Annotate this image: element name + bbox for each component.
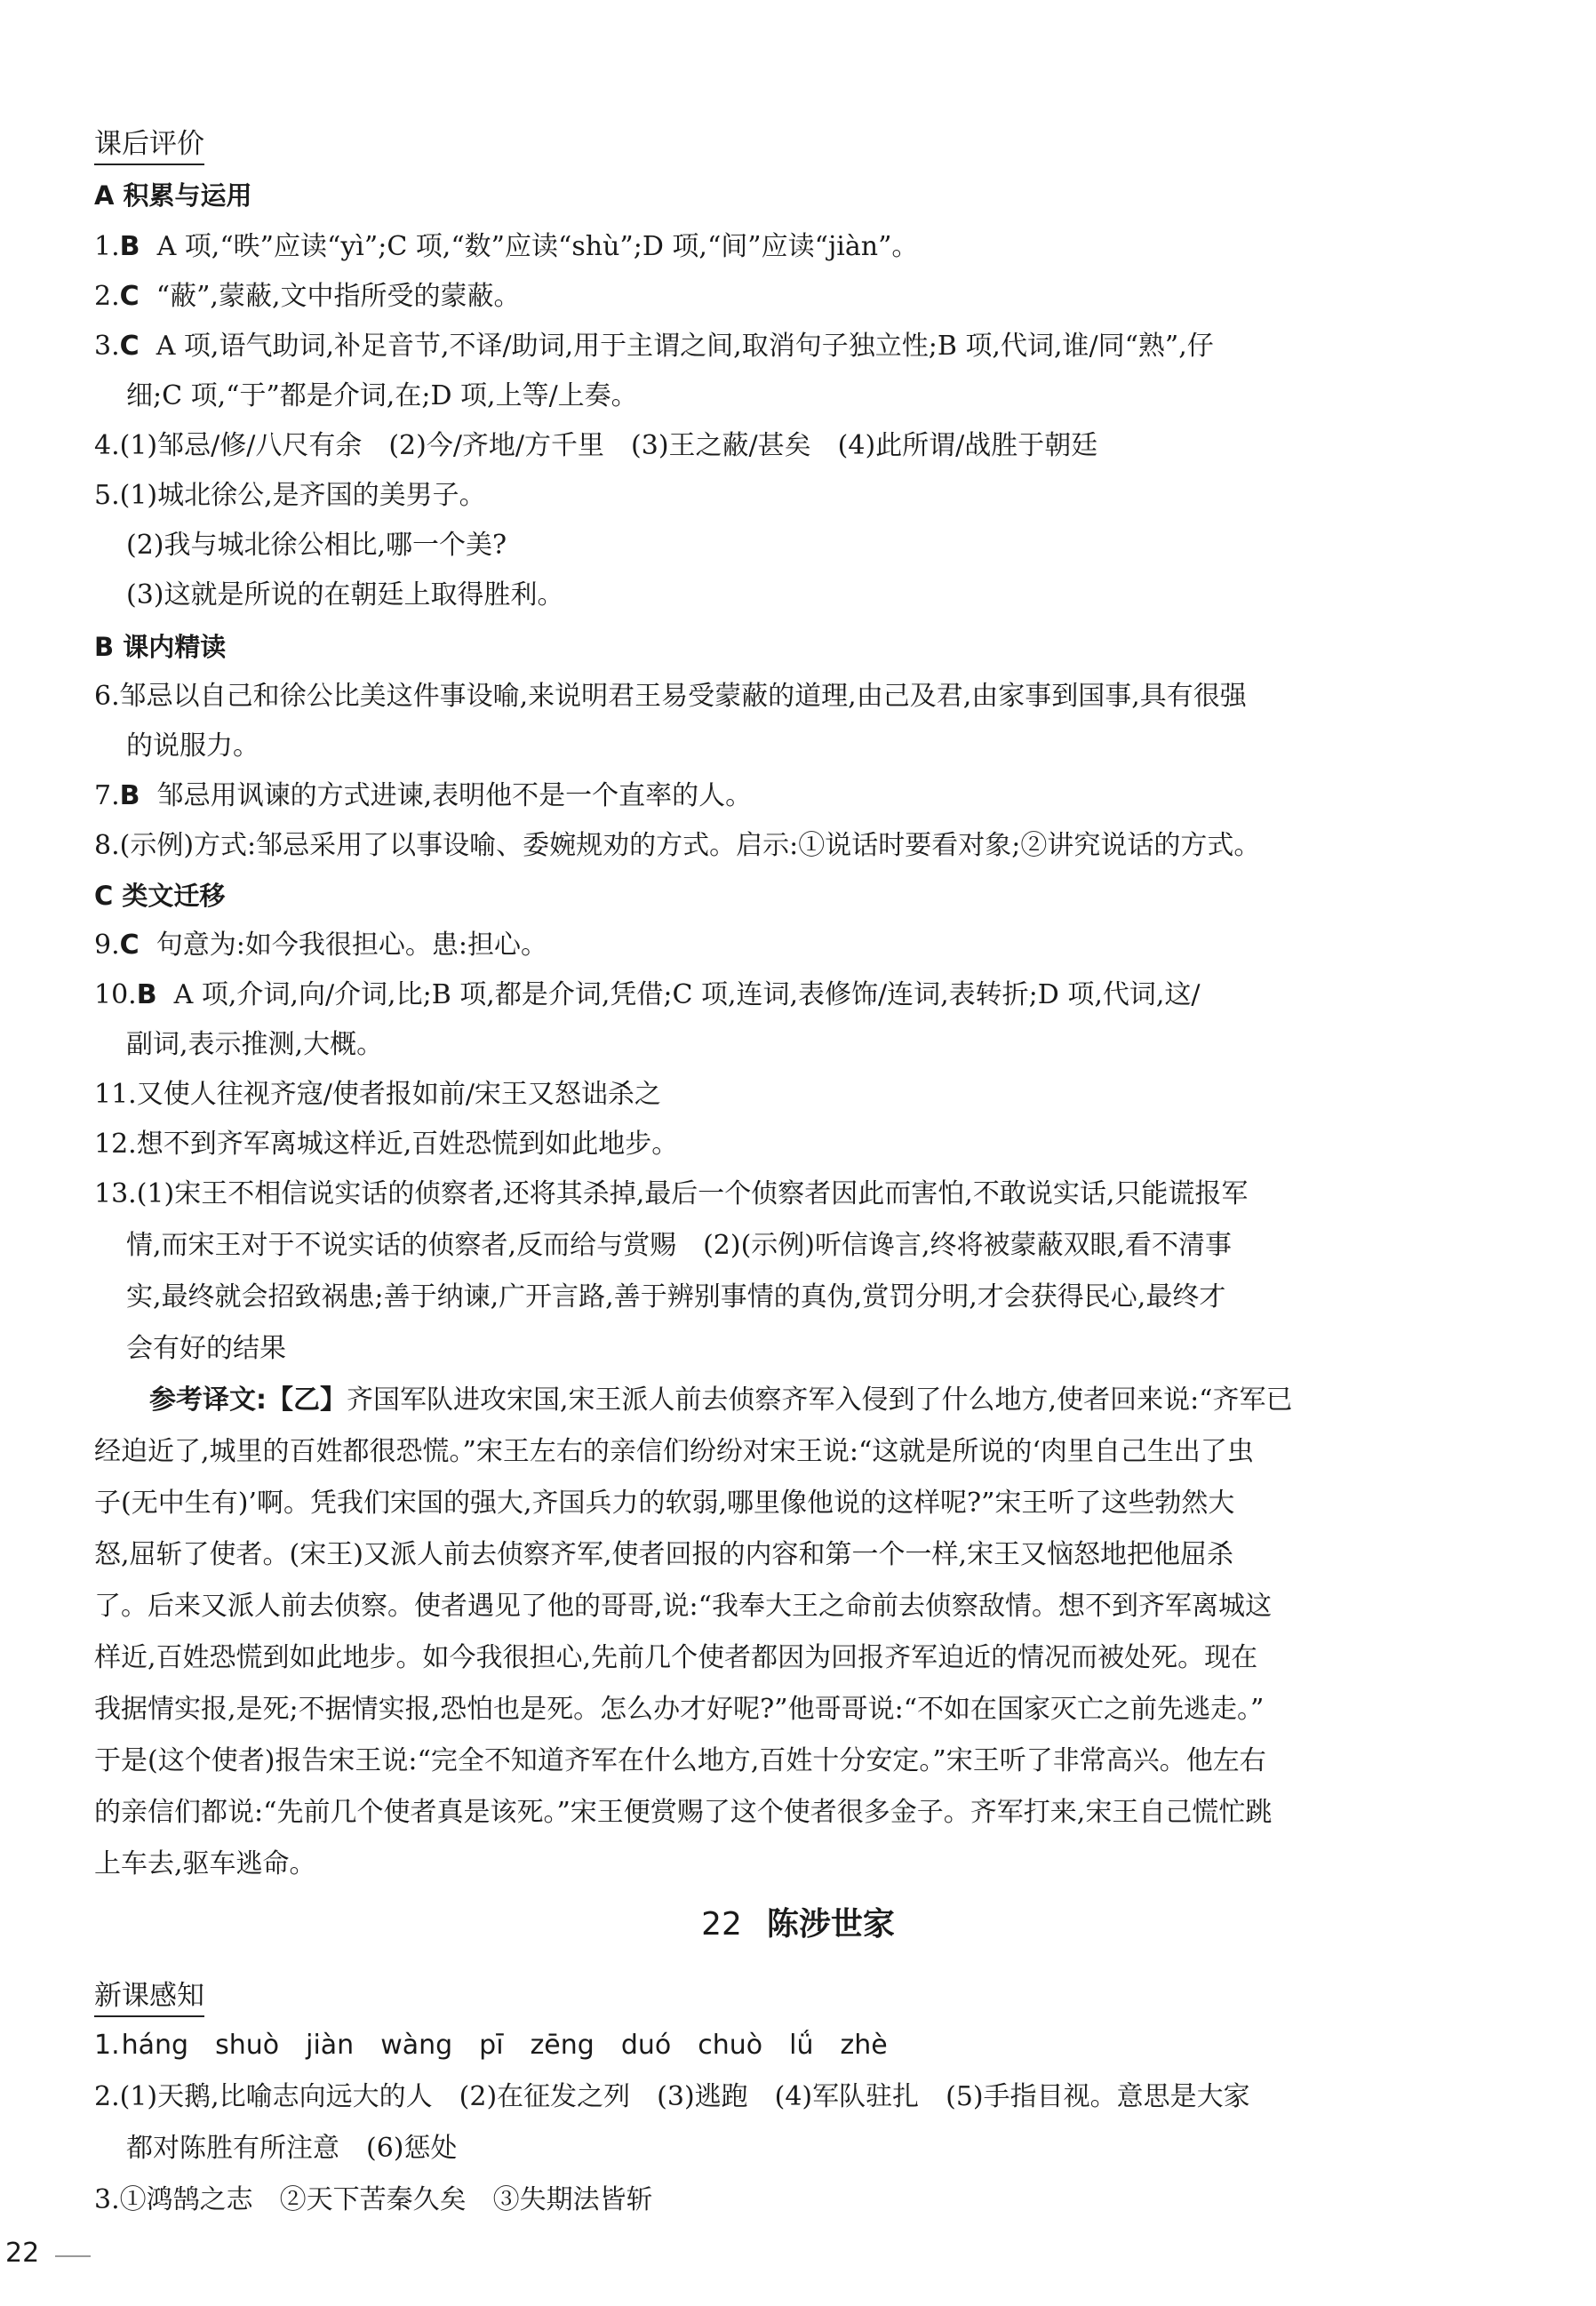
subsection-head-b: B 课内精读 [94, 632, 227, 662]
chapter-title: 陈涉世家 [766, 1906, 895, 1943]
chapter-heading [0, 1903, 1596, 1946]
question-11: 11.又使人往视齐寇/使者报如前/宋王又怒诎杀之 [94, 1079, 661, 1110]
page-number: 22 [5, 2238, 40, 2269]
pinyin-4: wàng [380, 2030, 453, 2061]
question-1: 1.B A 项,“昳”应读“yì”;C 项,“数”应读“shù”;D 项,“间”应读“jiàn”。 [94, 231, 919, 262]
pinyin-7: duó [620, 2030, 672, 2061]
page-number-dash [55, 2255, 91, 2257]
question-13-line-3: 实,最终就会招致祸患;善于纳谏,广开言路,善于辨别事情的真伪,赏罚分明,才会获得民心,最终才 [126, 1281, 1226, 1313]
question-6-line-2: 的说服力。 [126, 730, 259, 762]
question-5-line-1: 5.(1)城北徐公,是齐国的美男子。 [94, 480, 486, 511]
translation-line-3: 子(无中生有)’啊。凭我们宋国的强大,齐国兵力的软弱,哪里像他说的这样呢?”宋王听了这些勃然大 [94, 1488, 1235, 1519]
question-3-line-1: 3.C A 项,语气助词,补足音节,不译/助词,用于主谓之间,取消句子独立性;B 项,代词,谁/同“熟”,仔 [94, 331, 1214, 362]
translation-label: 参考译文:【乙】 [149, 1384, 347, 1416]
pinyin-8: chuò [698, 2030, 763, 2061]
subsection-head-c: C 类文迁移 [94, 881, 226, 911]
new-question-2-line-2: 都对陈胜有所注意 (6)惩处 [126, 2133, 458, 2164]
question-5-line-2: (2)我与城北徐公相比,哪一个美? [126, 530, 507, 561]
question-13-line-4: 会有好的结果 [126, 1333, 286, 1364]
question-2: 2.C “蔽”,蒙蔽,文中指所受的蒙蔽。 [94, 281, 521, 312]
question-6-line-1: 6.邹忌以自己和徐公比美这件事设喻,来说明君王易受蒙蔽的道理,由己及君,由家事到国事,具有很强 [94, 681, 1247, 712]
question-7: 7.B 邹忌用讽谏的方式进谏,表明他不是一个直率的人。 [94, 780, 753, 811]
new-question-2-line-1: 2.(1)天鹅,比喻志向远大的人 (2)在征发之列 (3)逃跑 (4)军队驻扎 (5)手指目视。意思是大家 [94, 2081, 1250, 2112]
pinyin-6: zēng [530, 2030, 595, 2061]
question-10-line-2: 副词,表示推测,大概。 [126, 1029, 384, 1060]
subsection-head-a: A 积累与运用 [94, 180, 252, 211]
pinyin-5: pī [479, 2030, 504, 2061]
question-10-line-1: 10.B A 项,介词,向/介词,比;B 项,都是介词,凭借;C 项,连词,表修饰/连词,表转折;D 项,代词,这/ [94, 979, 1201, 1010]
pinyin-10: zhè [840, 2030, 888, 2061]
translation-line-9: 的亲信们都说:“先前几个使者真是该死。”宋王便赏赐了这个使者很多金子。齐军打来,宋王自己慌忙跳 [94, 1797, 1273, 1828]
translation-line-7: 我据情实报,是死;不据情实报,恐怕也是死。怎么办才好呢?”他哥哥说:“不如在国家灭亡之前先逃走。” [94, 1694, 1265, 1725]
question-12: 12.想不到齐军离城这样近,百姓恐慌到如此地步。 [94, 1129, 679, 1160]
pinyin-3: jiàn [306, 2030, 355, 2061]
question-9: 9.C 句意为:如今我很担心。患:担心。 [94, 930, 547, 961]
translation-line-1: 参考译文:【乙】齐国军队进攻宋国,宋王派人前去侦察齐军入侵到了什么地方,使者回来说:“齐军已 [149, 1384, 1293, 1416]
translation-line-10: 上车去,驱车逃命。 [94, 1848, 316, 1879]
pinyin-1: háng [121, 2030, 189, 2061]
question-4: 4.(1)邹忌/修/八尺有余 (2)今/齐地/方千里 (3)王之蔽/甚矣 (4)此所谓/战胜于朝廷 [94, 430, 1098, 461]
chapter-number: 22 [701, 1906, 742, 1943]
question-13-line-2: 情,而宋王对于不说实话的侦察者,反而给与赏赐 (2)(示例)听信谗言,终将被蒙蔽双眼,看不清事 [126, 1230, 1233, 1261]
new-question-1: 1.háng shuò jiàn wàng pī zēng duó chuò lǘ zhè [94, 2028, 1596, 2063]
translation-line-5: 了。后来又派人前去侦察。使者遇见了他的哥哥,说:“我奉大王之命前去侦察敌情。想不到齐军离城这 [94, 1591, 1272, 1622]
translation-line-6: 样近,百姓恐慌到如此地步。如今我很担心,先前几个使者都因为回报齐军迫近的情况而被处死。现在 [94, 1642, 1258, 1673]
new-question-3: 3.①鸿鹄之志 ②天下苦秦久矣 ③失期法皆斩 [94, 2184, 653, 2215]
question-3-line-2: 细;C 项,“于”都是介词,在;D 项,上等/上奏。 [126, 380, 638, 411]
section-title-after-class-evaluation: 课后评价 [94, 126, 204, 165]
section-title-new-lesson: 新课感知 [94, 1978, 204, 2017]
question-13-line-1: 13.(1)宋王不相信说实话的侦察者,还将其杀掉,最后一个侦察者因此而害怕,不敢说实话,只能谎报军 [94, 1178, 1249, 1209]
question-8: 8.(示例)方式:邹忌采用了以事设喻、委婉规劝的方式。启示:①说话时要看对象;②讲究说话的方式。 [94, 830, 1261, 861]
translation-line-4: 怒,屈斩了使者。(宋王)又派人前去侦察齐军,使者回报的内容和第一个一样,宋王又恼怒地把他屈杀 [94, 1539, 1234, 1570]
pinyin-2: shuò [215, 2030, 280, 2061]
translation-line-2: 经迫近了,城里的百姓都很恐慌。”宋王左右的亲信们纷纷对宋王说:“这就是所说的‘肉里自己生出了虫 [94, 1436, 1254, 1467]
pinyin-9: lǘ [789, 2030, 814, 2061]
translation-line-8: 于是(这个使者)报告宋王说:“完全不知道齐军在什么地方,百姓十分安定。”宋王听了非常高兴。他左右 [94, 1745, 1266, 1776]
question-5-line-3: (3)这就是所说的在朝廷上取得胜利。 [126, 579, 564, 610]
